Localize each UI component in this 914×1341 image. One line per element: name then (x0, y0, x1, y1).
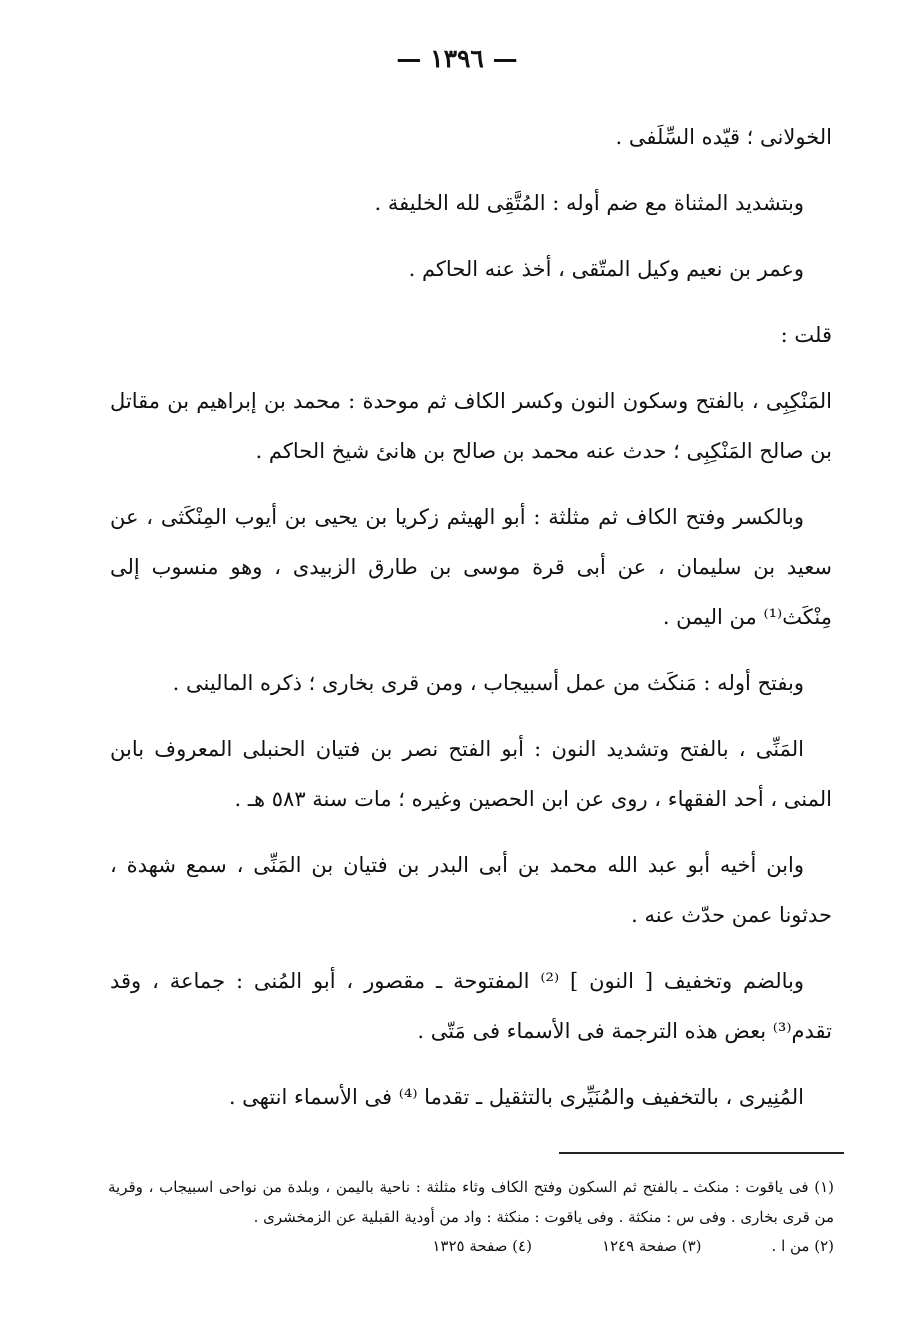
paragraph-al-mankibi: المَنْكِبِى ، بالفتح وسكون النون وكسر الكاف ثم موحدة : محمد بن إبراهيم بن مقاتل بن صالح المَنْكِبِى ؛ حدث عنه محمد بن صالح بن هانئ شيخ الحاكم . (110, 389, 832, 463)
page-number: — ١٣٩٦ — (396, 44, 518, 73)
footnote-3: (٣) صفحة ١٢٤٩ (601, 1237, 702, 1255)
paragraph-khawlani: الخولانى ؛ قيّده السِّلَفى . (615, 125, 832, 149)
paragraph-ibn-akhihi: وابن أخيه أبو عبد الله محمد بن أبى البدر بن فتيان بن المَنِّى ، سمع شهدة ، حدثونا عمن حدّث عنه . (110, 853, 832, 927)
paragraph-al-minkathi: وبالكسر وفتح الكاف ثم مثلثة : أبو الهيثم زكريا بن يحيى بن أيوب المِنْكَثى ، عن سعيد بن سليمان ، عن أبى قرة موسى بن طارق الزبيدى ، وهو منسوب إلى مِنْكَث⁽¹⁾ من اليمن . (110, 505, 832, 629)
footnote-2: (٢) من ا . (771, 1237, 834, 1255)
paragraph-al-muttaqi-caliph: وبتشديد المثناة مع ضم أوله : المُتَّقِى لله الخليفة . (374, 191, 804, 215)
footnote-4: (٤) صفحة ١٣٢٥ (432, 1237, 532, 1255)
paragraph-mankath: وبفتح أوله : مَنكَث من عمل أسبيجاب ، ومن قرى بخارى ؛ ذكره المالينى . (172, 671, 804, 695)
paragraph-umar-ibn-naim: وعمر بن نعيم وكيل المتّقى ، أخذ عنه الحاكم . (408, 257, 804, 281)
footnote-references-row (108, 1232, 834, 1260)
paragraph-abu-al-muna: وبالضم وتخفيف [ النون ] ⁽²⁾ المفتوحة ـ مقصور ، أبو المُنى : جماعة ، وقد تقدم⁽³⁾ بعض هذه الترجمة فى الأسماء فى مَتّى . (110, 969, 832, 1043)
footnote-1: (١) فى ياقوت : منكث ـ بالفتح ثم السكون وفتح الكاف وثاء مثلثة : ناحية باليمن ، وبلدة من نواحى اسبيجاب ، وقرية من قرى بخارى . وفى س : منكثة . وفى ياقوت : منكثة : واد من أودية القبلية عن الزمخشرى . (108, 1178, 834, 1226)
footnotes (108, 1172, 834, 1260)
footnote-divider (559, 1152, 844, 1154)
paragraph-qultu-heading: قلت : (780, 323, 832, 347)
paragraph-al-manni: المَنِّى ، بالفتح وتشديد النون : أبو الفتح نصر بن فتيان الحنبلى المعروف بابن المنى ، أحد الفقهاء ، روى عن ابن الحصين وغيره ؛ مات سنة ٥٨٣ هـ . (110, 737, 832, 811)
paragraph-al-muniri: المُنِيرى ، بالتخفيف والمُنَيِّرى بالتثقيل ـ تقدما ⁽⁴⁾ فى الأسماء انتهى . (228, 1085, 804, 1109)
main-text (110, 112, 832, 1138)
